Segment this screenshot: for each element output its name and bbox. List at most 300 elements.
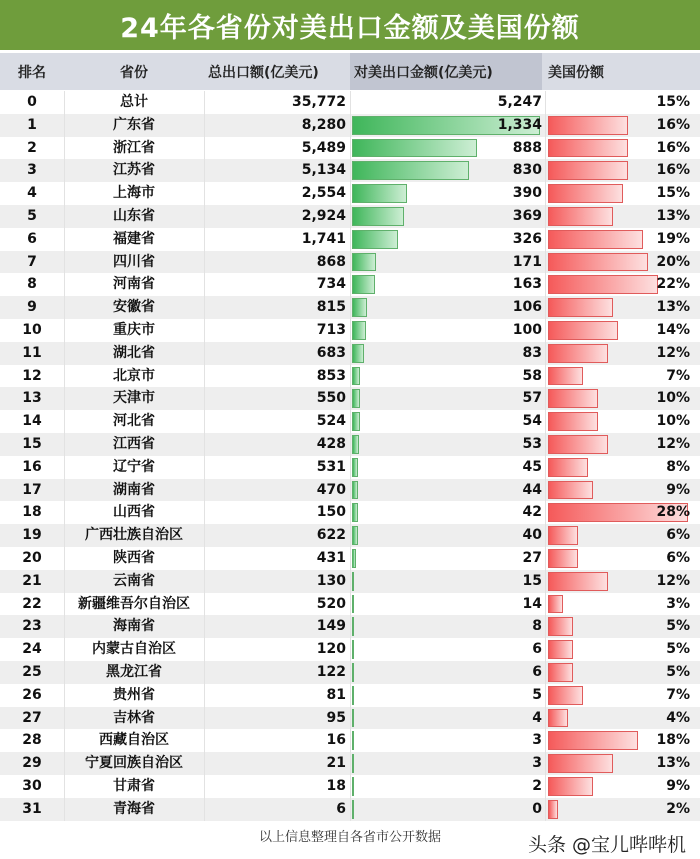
column-divider [64, 729, 65, 752]
province-cell: 西藏自治区 [99, 732, 169, 749]
total-export-cell: 683 [316, 344, 346, 361]
column-divider [64, 365, 65, 388]
column-divider [350, 433, 351, 456]
rank-cell: 18 [22, 504, 42, 521]
column-divider [64, 342, 65, 365]
us-export-cell: 106 [512, 299, 542, 316]
rank-cell: 0 [27, 94, 37, 110]
us-share-cell: 12% [656, 436, 690, 452]
rank-cell: 14 [22, 413, 42, 430]
province-cell: 青海省 [113, 800, 155, 817]
table-row [0, 661, 700, 684]
province-cell: 总计 [120, 94, 148, 110]
page-title: 24年各省份对美出口金额及美国份额 [0, 0, 700, 50]
table-row [0, 593, 700, 616]
column-divider [204, 479, 205, 502]
column-divider [545, 410, 546, 433]
rank-cell: 8 [27, 276, 37, 293]
us-share-cell: 6% [666, 527, 690, 544]
table-row [0, 205, 700, 228]
table-row [0, 570, 700, 593]
column-divider [204, 593, 205, 616]
column-divider [350, 159, 351, 182]
us-share-cell: 6% [666, 550, 690, 566]
column-divider [545, 798, 546, 821]
column-divider [545, 251, 546, 274]
us-share-cell: 13% [656, 208, 690, 224]
province-cell: 湖南省 [113, 481, 155, 498]
header-province: 省份 [120, 64, 148, 81]
us-export-cell: 3 [532, 732, 542, 749]
column-divider [64, 570, 65, 593]
source-note: 以上信息整理自各省市公开数据 [258, 830, 441, 845]
total-export-cell: 713 [316, 322, 346, 338]
us-share-cell: 28% [656, 504, 690, 521]
total-export-cell: 524 [316, 413, 346, 430]
table-row [0, 342, 700, 365]
us-share-cell: 16% [656, 139, 690, 156]
column-divider [350, 661, 351, 684]
table-row [0, 479, 700, 502]
total-export-cell: 21 [326, 755, 346, 772]
rank-cell: 12 [22, 367, 42, 384]
column-divider [204, 182, 205, 205]
column-divider [204, 387, 205, 410]
total-export-cell: 120 [316, 641, 346, 658]
us-export-cell: 171 [512, 253, 542, 270]
rank-cell: 17 [22, 481, 42, 498]
total-export-cell: 431 [316, 550, 346, 566]
table-row [0, 547, 700, 570]
total-export-cell: 150 [316, 504, 346, 521]
column-divider [204, 501, 205, 524]
us-share-cell: 19% [656, 230, 690, 247]
province-cell: 内蒙古自治区 [92, 641, 176, 658]
column-divider [350, 342, 351, 365]
column-divider [64, 296, 65, 319]
table-row [0, 433, 700, 456]
rank-cell: 31 [22, 800, 42, 817]
column-divider [204, 638, 205, 661]
table-row [0, 501, 700, 524]
us-share-cell: 15% [656, 185, 690, 202]
column-divider [64, 273, 65, 296]
column-divider [350, 456, 351, 479]
column-divider [64, 501, 65, 524]
us-export-cell: 163 [512, 276, 542, 293]
column-divider [350, 524, 351, 547]
us-share-cell: 13% [656, 299, 690, 316]
column-divider [64, 410, 65, 433]
column-divider [545, 479, 546, 502]
column-divider [350, 251, 351, 274]
column-divider [545, 433, 546, 456]
column-divider [545, 547, 546, 570]
province-cell: 北京市 [113, 367, 155, 384]
column-divider [64, 524, 65, 547]
total-export-cell: 520 [316, 595, 346, 612]
column-divider [64, 91, 65, 114]
rank-cell: 3 [27, 162, 37, 179]
table-row [0, 251, 700, 274]
table-row [0, 684, 700, 707]
rank-cell: 26 [22, 686, 42, 703]
column-divider [204, 228, 205, 251]
province-cell: 广东省 [113, 116, 155, 133]
us-share-cell: 3% [666, 595, 690, 612]
province-cell: 河南省 [113, 276, 155, 293]
column-divider [204, 615, 205, 638]
us-share-cell: 9% [666, 481, 690, 498]
us-export-cell: 58 [522, 367, 542, 384]
column-divider [350, 615, 351, 638]
rank-cell: 15 [22, 436, 42, 452]
column-divider [64, 593, 65, 616]
rank-cell: 9 [27, 299, 37, 316]
column-divider [64, 251, 65, 274]
total-export-cell: 6 [336, 800, 346, 817]
us-share-cell: 20% [656, 253, 690, 270]
rank-cell: 11 [22, 344, 42, 361]
header-total: 总出口额(亿美元) [208, 64, 319, 81]
rank-cell: 10 [22, 322, 42, 338]
column-divider [64, 707, 65, 730]
column-divider [64, 615, 65, 638]
province-cell: 湖北省 [113, 344, 155, 361]
total-export-cell: 734 [316, 276, 346, 293]
rank-cell: 28 [22, 732, 42, 749]
us-share-cell: 5% [666, 618, 690, 635]
total-export-cell: 868 [316, 253, 346, 270]
us-export-cell: 5,247 [497, 94, 542, 110]
us-export-cell: 27 [522, 550, 542, 566]
province-cell: 山西省 [113, 504, 155, 521]
province-cell: 新疆维吾尔自治区 [78, 595, 190, 612]
column-divider [350, 775, 351, 798]
us-share-cell: 7% [666, 686, 690, 703]
total-export-cell: 815 [316, 299, 346, 316]
column-divider [350, 410, 351, 433]
column-divider [204, 729, 205, 752]
column-divider [204, 251, 205, 274]
total-export-cell: 122 [316, 664, 346, 680]
us-export-cell: 6 [532, 664, 542, 680]
column-divider [350, 547, 351, 570]
column-divider [64, 479, 65, 502]
column-divider [204, 775, 205, 798]
column-divider [204, 342, 205, 365]
column-divider [350, 296, 351, 319]
header-us-share: 美国份额 [548, 64, 604, 81]
column-divider [545, 319, 546, 342]
column-divider [204, 410, 205, 433]
total-export-cell: 2,924 [301, 208, 346, 224]
total-export-cell: 18 [326, 778, 346, 794]
column-divider [545, 159, 546, 182]
us-share-cell: 5% [666, 664, 690, 680]
us-share-cell: 15% [656, 94, 690, 110]
column-divider [204, 205, 205, 228]
rank-cell: 2 [27, 139, 37, 156]
province-cell: 辽宁省 [113, 458, 155, 475]
us-export-cell: 14 [522, 595, 542, 612]
us-share-cell: 22% [656, 276, 690, 293]
column-divider [545, 638, 546, 661]
rank-cell: 19 [22, 527, 42, 544]
us-export-cell: 100 [512, 322, 542, 338]
us-export-cell: 8 [532, 618, 542, 635]
total-export-cell: 428 [316, 436, 346, 452]
table-row [0, 182, 700, 205]
column-divider [204, 159, 205, 182]
us-export-cell: 54 [522, 413, 542, 430]
column-divider [204, 547, 205, 570]
header-us-export: 对美出口金额(亿美元) [354, 64, 493, 81]
us-export-cell: 40 [522, 527, 542, 544]
province-cell: 陕西省 [113, 550, 155, 566]
province-cell: 宁夏回族自治区 [85, 755, 183, 772]
table-row [0, 524, 700, 547]
us-export-cell: 15 [522, 572, 542, 589]
column-divider [64, 798, 65, 821]
rank-cell: 22 [22, 595, 42, 612]
total-export-cell: 35,772 [291, 94, 346, 110]
total-export-cell: 130 [316, 572, 346, 589]
column-divider [64, 684, 65, 707]
column-divider [64, 182, 65, 205]
column-divider [545, 524, 546, 547]
column-divider [350, 91, 351, 114]
column-divider [64, 159, 65, 182]
us-export-cell: 83 [522, 344, 542, 361]
column-divider [545, 661, 546, 684]
province-cell: 天津市 [113, 390, 155, 407]
us-share-cell: 16% [656, 116, 690, 133]
us-export-cell: 45 [522, 458, 542, 475]
column-divider [64, 205, 65, 228]
us-share-cell: 2% [666, 800, 690, 817]
us-export-cell: 57 [522, 390, 542, 407]
table-row [0, 228, 700, 251]
total-export-cell: 470 [316, 481, 346, 498]
us-share-cell: 9% [666, 778, 690, 794]
column-divider [545, 228, 546, 251]
rank-cell: 7 [27, 253, 37, 270]
column-divider [64, 775, 65, 798]
column-divider [545, 91, 546, 114]
table-row [0, 91, 700, 114]
province-cell: 福建省 [113, 230, 155, 247]
us-share-cell: 10% [656, 390, 690, 407]
us-export-cell: 0 [532, 800, 542, 817]
table-row [0, 615, 700, 638]
column-divider [545, 205, 546, 228]
column-divider [204, 456, 205, 479]
us-share-cell: 4% [666, 709, 690, 726]
column-divider [204, 114, 205, 137]
rank-cell: 16 [22, 458, 42, 475]
column-divider [204, 319, 205, 342]
column-divider [64, 547, 65, 570]
total-export-cell: 5,489 [301, 139, 346, 156]
rank-cell: 23 [22, 618, 42, 635]
table-row [0, 319, 700, 342]
column-divider [545, 114, 546, 137]
province-cell: 江苏省 [113, 162, 155, 179]
column-divider [350, 638, 351, 661]
column-divider [545, 365, 546, 388]
column-divider [545, 570, 546, 593]
province-cell: 贵州省 [113, 686, 155, 703]
column-divider [350, 593, 351, 616]
column-divider [545, 684, 546, 707]
column-divider [545, 387, 546, 410]
total-export-cell: 550 [316, 390, 346, 407]
us-export-cell: 326 [512, 230, 542, 247]
column-divider [204, 433, 205, 456]
table-row [0, 365, 700, 388]
rank-cell: 20 [22, 550, 42, 566]
column-divider [350, 137, 351, 160]
province-cell: 吉林省 [113, 709, 155, 726]
us-export-cell: 390 [512, 185, 542, 202]
column-divider [545, 775, 546, 798]
total-export-cell: 1,741 [301, 230, 346, 247]
table-row [0, 729, 700, 752]
province-cell: 云南省 [113, 572, 155, 589]
us-export-cell: 369 [512, 208, 542, 224]
column-divider [204, 524, 205, 547]
us-share-cell: 13% [656, 755, 690, 772]
column-divider [545, 182, 546, 205]
total-export-cell: 95 [326, 709, 346, 726]
column-divider [545, 501, 546, 524]
us-export-cell: 4 [532, 709, 542, 726]
table-row [0, 114, 700, 137]
table-row [0, 638, 700, 661]
column-divider [204, 707, 205, 730]
column-divider [350, 501, 351, 524]
column-divider [545, 296, 546, 319]
table-row [0, 456, 700, 479]
province-cell: 安徽省 [113, 299, 155, 316]
us-share-cell: 18% [656, 732, 690, 749]
column-divider [545, 456, 546, 479]
column-divider [204, 137, 205, 160]
province-cell: 甘肃省 [113, 778, 155, 794]
column-divider [350, 273, 351, 296]
rank-cell: 6 [27, 230, 37, 247]
header-rank: 排名 [18, 64, 46, 81]
table-row [0, 137, 700, 160]
us-export-cell: 53 [522, 436, 542, 452]
us-export-cell: 5 [532, 686, 542, 703]
rank-cell: 30 [22, 778, 42, 794]
column-divider [350, 798, 351, 821]
total-export-cell: 81 [326, 686, 346, 703]
province-cell: 广西壮族自治区 [85, 527, 183, 544]
column-divider [350, 319, 351, 342]
column-divider [204, 570, 205, 593]
column-divider [64, 638, 65, 661]
column-divider [350, 684, 351, 707]
column-divider [350, 479, 351, 502]
rank-cell: 21 [22, 572, 42, 589]
total-export-cell: 531 [316, 458, 346, 475]
us-share-cell: 12% [656, 344, 690, 361]
watermark-brand: 头条 @宝儿哔哔机 [527, 834, 686, 856]
rank-cell: 13 [22, 390, 42, 407]
column-divider [545, 342, 546, 365]
province-cell: 海南省 [113, 618, 155, 635]
column-divider [64, 661, 65, 684]
us-export-cell: 2 [532, 778, 542, 794]
column-divider [64, 752, 65, 775]
us-share-cell: 10% [656, 413, 690, 430]
province-cell: 河北省 [113, 413, 155, 430]
us-share-cell: 8% [666, 458, 690, 475]
column-divider [64, 319, 65, 342]
province-cell: 四川省 [113, 253, 155, 270]
column-divider [350, 387, 351, 410]
total-export-cell: 853 [316, 367, 346, 384]
rank-cell: 1 [27, 116, 37, 133]
table-row [0, 273, 700, 296]
column-divider [204, 798, 205, 821]
total-export-cell: 149 [316, 618, 346, 635]
province-cell: 上海市 [113, 185, 155, 202]
column-divider [204, 661, 205, 684]
us-share-cell: 16% [656, 162, 690, 179]
column-divider [350, 182, 351, 205]
table-row [0, 387, 700, 410]
column-divider [204, 752, 205, 775]
total-export-cell: 2,554 [301, 185, 346, 202]
province-cell: 江西省 [113, 436, 155, 452]
column-divider [545, 729, 546, 752]
column-divider [204, 296, 205, 319]
us-export-cell: 830 [512, 162, 542, 179]
rank-cell: 5 [27, 208, 37, 224]
us-export-cell: 44 [522, 481, 542, 498]
column-divider [350, 729, 351, 752]
us-share-cell: 5% [666, 641, 690, 658]
table-row [0, 798, 700, 821]
column-divider [545, 137, 546, 160]
column-divider [64, 433, 65, 456]
total-export-cell: 622 [316, 527, 346, 544]
column-divider [545, 707, 546, 730]
column-divider [545, 615, 546, 638]
us-export-cell: 42 [522, 504, 542, 521]
column-divider [64, 387, 65, 410]
column-divider [204, 91, 205, 114]
column-divider [350, 228, 351, 251]
column-divider [64, 456, 65, 479]
us-export-cell: 3 [532, 755, 542, 772]
footer [0, 820, 700, 859]
us-export-cell: 1,334 [497, 116, 542, 133]
table-row [0, 159, 700, 182]
rank-cell: 27 [22, 709, 42, 726]
rank-cell: 4 [27, 185, 37, 202]
total-export-cell: 16 [326, 732, 346, 749]
province-cell: 重庆市 [113, 322, 155, 338]
rank-cell: 29 [22, 755, 42, 772]
rank-cell: 24 [22, 641, 42, 658]
column-divider [204, 273, 205, 296]
province-cell: 浙江省 [113, 139, 155, 156]
